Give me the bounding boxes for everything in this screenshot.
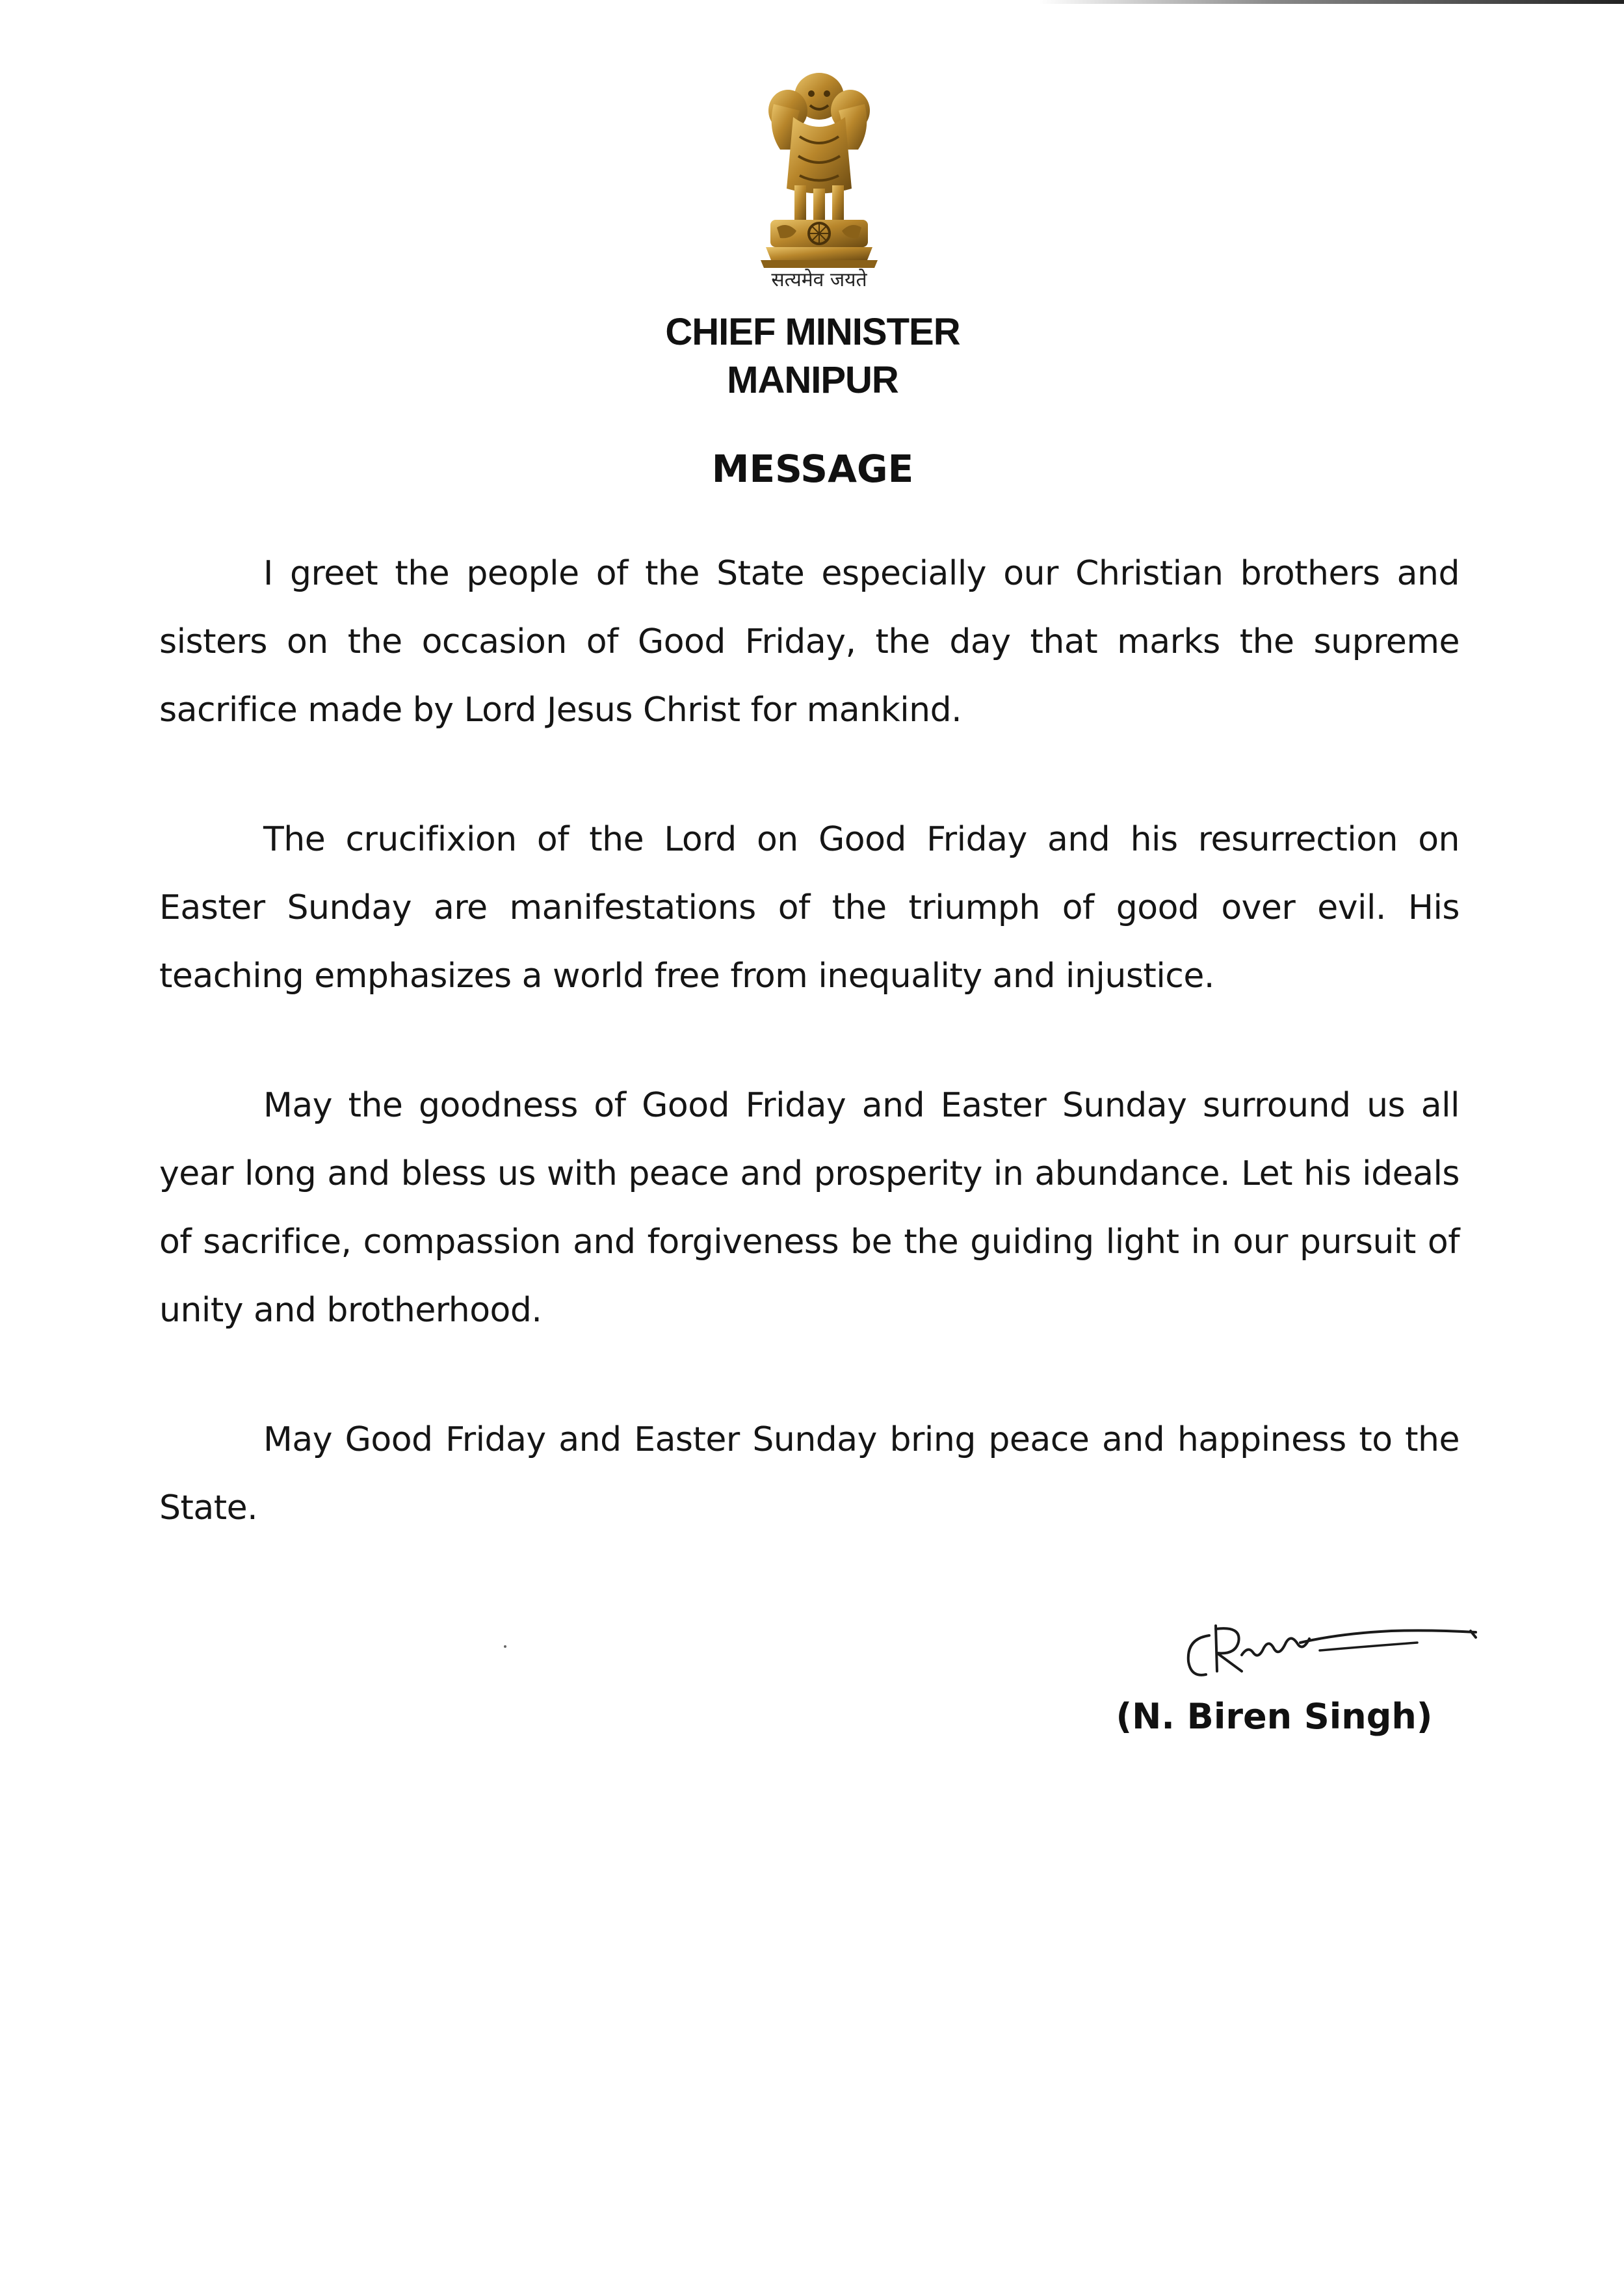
- message-paragraph: May Good Friday and Easter Sunday bring peace and happiness to the State.: [159, 1420, 1460, 1528]
- office-title: CHIEF MINISTER: [665, 311, 960, 353]
- national-motto: सत्यमेव जयते: [771, 269, 867, 291]
- handwritten-signature-icon: [1170, 1600, 1508, 1691]
- message-body: [159, 540, 1460, 1604]
- message-paragraph: I greet the people of the State especially our Christian brothers and sisters on the occasion of Good Friday, the day that marks the supreme sacrifice made by Lord Jesus Christ for mankind.: [159, 554, 1460, 730]
- national-emblem-icon: [748, 65, 891, 280]
- scan-edge-shadow: [1039, 0, 1624, 4]
- document-title: MESSAGE: [711, 447, 914, 491]
- message-paragraph: The crucifixion of the Lord on Good Friday and his resurrection on Easter Sunday are manifestations of the triumph of good over evil. His teaching emphasizes a world free from inequality and injustice.: [159, 820, 1460, 996]
- signatory-name: (N. Biren Singh): [1116, 1696, 1433, 1737]
- message-paragraph: May the goodness of Good Friday and Easter Sunday surround us all year long and bless us with peace and prosperity in abundance. Let his ideals of sacrifice, compassion and forgiveness be the guiding light in our pursuit of unity and brotherhood.: [159, 1086, 1460, 1330]
- scan-speck: [504, 1645, 506, 1648]
- office-state: MANIPUR: [727, 359, 898, 401]
